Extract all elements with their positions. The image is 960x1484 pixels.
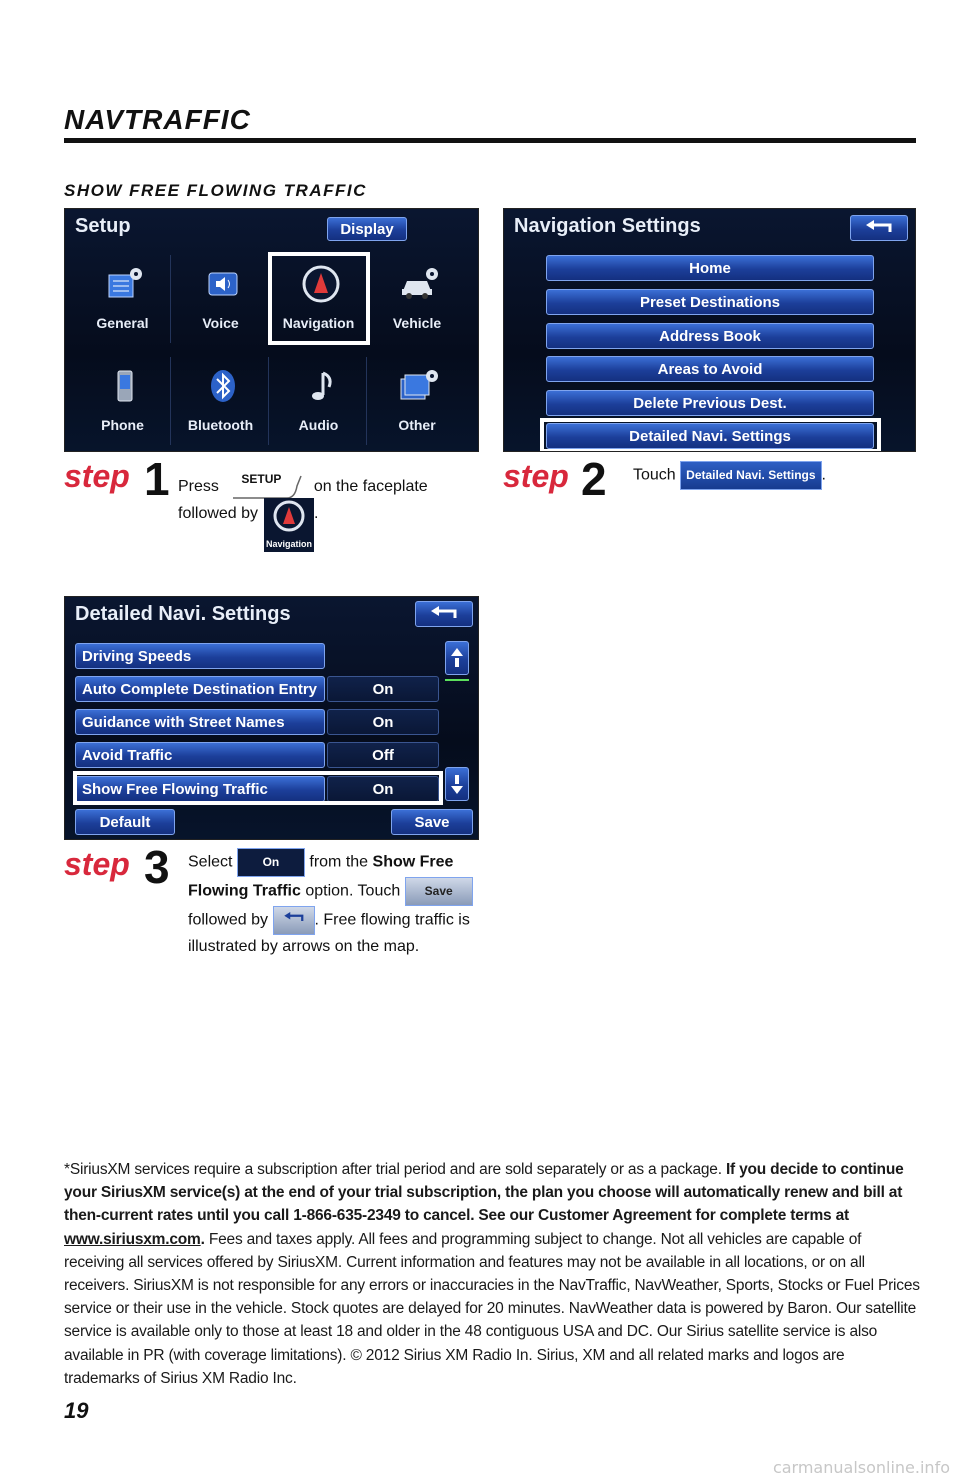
back-arrow-icon bbox=[864, 220, 894, 236]
detailed-navi-settings-button[interactable]: Detailed Navi. Settings bbox=[546, 423, 874, 449]
tile-other[interactable] bbox=[369, 357, 465, 445]
detailed-navi-settings-screen bbox=[64, 596, 479, 840]
tile-bluetooth[interactable] bbox=[173, 357, 269, 445]
step1-end: . bbox=[314, 505, 319, 522]
car-gear-icon bbox=[399, 265, 439, 303]
footnote-p3: Fees and taxes apply. All fees and programming subject to change. Not all vehicles are capable of receiving all services offered by SiriusXM. Current information and features may not be available in all locations, or on all receivers. SiriusXM is not responsible for any errors or inaccuracies in the NavTraffic, NavWeather, Sports, Stocks or Fuel Prices service or their use in the vehicle. Stock quotes are delayed for 20 minutes. NavWeather data is powered by Baron. Our satellite service is available only to those at least 18 and older in the 48 contiguous USA and DC. Our Sirius satellite service is also available in PR (with coverage limitations). © 2012 Sirius XM Radio In. Sirius, XM and all related marks and logos are trademarks of Sirius XM Radio Inc. bbox=[64, 1230, 920, 1387]
footnote-p1: *SiriusXM services require a subscription after trial period and are sold separately or as a package. bbox=[64, 1161, 722, 1178]
address-book-button[interactable]: Address Book bbox=[546, 323, 874, 349]
tile-label: Bluetooth bbox=[187, 417, 254, 433]
page-title: NAVTRAFFIC bbox=[64, 104, 251, 135]
step1-followed-by: followed by bbox=[178, 505, 259, 522]
scroll-down-button[interactable] bbox=[445, 767, 469, 801]
tile-label: Other bbox=[398, 417, 436, 433]
step1-on-faceplate: on the faceplate bbox=[313, 478, 428, 496]
tile-label: Navigation bbox=[282, 315, 355, 331]
step3-from-the: from the bbox=[309, 853, 369, 871]
save-button[interactable]: Save bbox=[391, 809, 473, 835]
speaker-icon bbox=[203, 265, 243, 303]
step1-number: 1 bbox=[144, 453, 170, 505]
back-button[interactable] bbox=[415, 601, 473, 627]
bluetooth-icon bbox=[203, 367, 243, 405]
tile-audio[interactable] bbox=[271, 357, 367, 445]
setup-key-outline-icon bbox=[229, 474, 303, 500]
music-note-icon bbox=[301, 367, 341, 405]
show-free-flowing-traffic-value-button[interactable]: On bbox=[327, 776, 439, 802]
on-inline-button: On bbox=[237, 848, 305, 877]
scroll-up-button[interactable] bbox=[445, 641, 469, 675]
detailed-navi-settings-title: Detailed Navi. Settings bbox=[75, 603, 291, 625]
step2-text bbox=[633, 461, 923, 490]
page-number: 19 bbox=[64, 1398, 89, 1423]
general-gear-icon bbox=[105, 265, 145, 303]
back-button[interactable] bbox=[850, 215, 908, 241]
guidance-street-names-value-button[interactable]: On bbox=[327, 709, 439, 735]
step1-text bbox=[178, 474, 478, 500]
avoid-traffic-value-button[interactable]: Off bbox=[327, 742, 439, 768]
step3-end-text: . Free flowing traffic is illustrated by arrows on the map. bbox=[188, 911, 470, 955]
watermark: carmanualsonline.info bbox=[772, 1458, 950, 1477]
home-button[interactable]: Home bbox=[546, 255, 874, 281]
section-subtitle: SHOW FREE FLOWING TRAFFIC bbox=[64, 181, 367, 200]
preset-destinations-button[interactable]: Preset Destinations bbox=[546, 289, 874, 315]
scroll-position-bar[interactable] bbox=[445, 679, 469, 681]
tile-label: Voice bbox=[202, 315, 239, 331]
detailed-navi-highlight bbox=[540, 418, 881, 452]
scroll-up-icon bbox=[451, 648, 463, 668]
setup-screen-title: Setup bbox=[75, 215, 131, 237]
tile-vehicle[interactable] bbox=[369, 255, 465, 343]
save-inline-button: Save bbox=[405, 877, 473, 906]
back-arrow-icon bbox=[282, 912, 306, 924]
step2-touch: Touch bbox=[633, 466, 676, 484]
phone-icon bbox=[105, 367, 145, 405]
guidance-with-street-names-label[interactable]: Guidance with Street Names bbox=[75, 709, 325, 735]
step2-number: 2 bbox=[581, 453, 607, 505]
tile-phone[interactable] bbox=[75, 357, 171, 445]
navigation-settings-screen bbox=[503, 208, 916, 452]
step2-word: step bbox=[503, 458, 569, 494]
step3-followed-by: followed by bbox=[188, 911, 269, 929]
step1-text-line2 bbox=[178, 502, 258, 525]
step3-text bbox=[188, 848, 484, 958]
tile-label: Phone bbox=[101, 417, 144, 433]
scroll-down-icon bbox=[451, 774, 463, 794]
back-inline-button bbox=[273, 906, 315, 935]
setup-key-label: SETUP bbox=[241, 472, 282, 486]
siriusxm-link[interactable]: www.siriusxm.com bbox=[64, 1230, 201, 1248]
step1-word: step bbox=[64, 458, 130, 494]
step2 bbox=[503, 453, 923, 518]
delete-previous-dest-button[interactable]: Delete Previous Dest. bbox=[546, 390, 874, 416]
setup-key bbox=[229, 474, 303, 500]
navigation-highlight bbox=[268, 252, 370, 345]
show-free-flowing-traffic-label[interactable]: Show Free Flowing Traffic bbox=[75, 776, 325, 802]
detailed-navi-settings-inline-button: Detailed Navi. Settings bbox=[680, 461, 821, 490]
display-button[interactable]: Display bbox=[327, 217, 407, 241]
navigation-button-thumb bbox=[264, 498, 314, 552]
step3-option-bold: Show Free Flowing Traffic bbox=[188, 853, 454, 900]
show-free-flowing-highlight bbox=[73, 771, 443, 805]
auto-complete-destination-entry-label[interactable]: Auto Complete Destination Entry bbox=[75, 676, 325, 702]
tile-label: Vehicle bbox=[392, 315, 442, 331]
navigation-button-thumb-label: Navigation bbox=[265, 539, 312, 549]
default-button[interactable]: Default bbox=[75, 809, 175, 835]
areas-to-avoid-button[interactable]: Areas to Avoid bbox=[546, 356, 874, 382]
tile-label: Audio bbox=[298, 417, 339, 433]
step1-press: Press bbox=[178, 478, 219, 496]
step2-end: . bbox=[821, 466, 826, 484]
back-arrow-icon bbox=[429, 606, 459, 622]
step3-select: Select bbox=[188, 853, 233, 871]
navigation-compass-icon bbox=[264, 498, 314, 534]
step3 bbox=[64, 841, 484, 955]
avoid-traffic-label[interactable]: Avoid Traffic bbox=[75, 742, 325, 768]
tile-label: General bbox=[96, 315, 149, 331]
footnote-bold: If you decide to continue your SiriusXM service(s) at the end of your trial subscription, the plan you choose will automatically renew and bill at then-current rates until you call 1-866-635-2349 to cancel. See our Customer Agreement for complete terms at bbox=[64, 1161, 904, 1225]
step1 bbox=[64, 453, 484, 568]
windows-gear-icon bbox=[399, 367, 439, 405]
navigation-settings-title: Navigation Settings bbox=[514, 215, 701, 237]
title-rule bbox=[64, 138, 916, 143]
footnote-dot: . bbox=[200, 1230, 205, 1248]
step3-option-touch: option. Touch bbox=[305, 882, 401, 900]
tile-voice[interactable] bbox=[173, 255, 269, 343]
setup-screen bbox=[64, 208, 479, 452]
step3-word: step bbox=[64, 846, 130, 882]
step3-number: 3 bbox=[144, 841, 170, 893]
tile-general[interactable] bbox=[75, 255, 171, 343]
driving-speeds-button[interactable]: Driving Speeds bbox=[75, 643, 325, 669]
legal-footnote bbox=[64, 1158, 924, 1390]
auto-complete-value-button[interactable]: On bbox=[327, 676, 439, 702]
